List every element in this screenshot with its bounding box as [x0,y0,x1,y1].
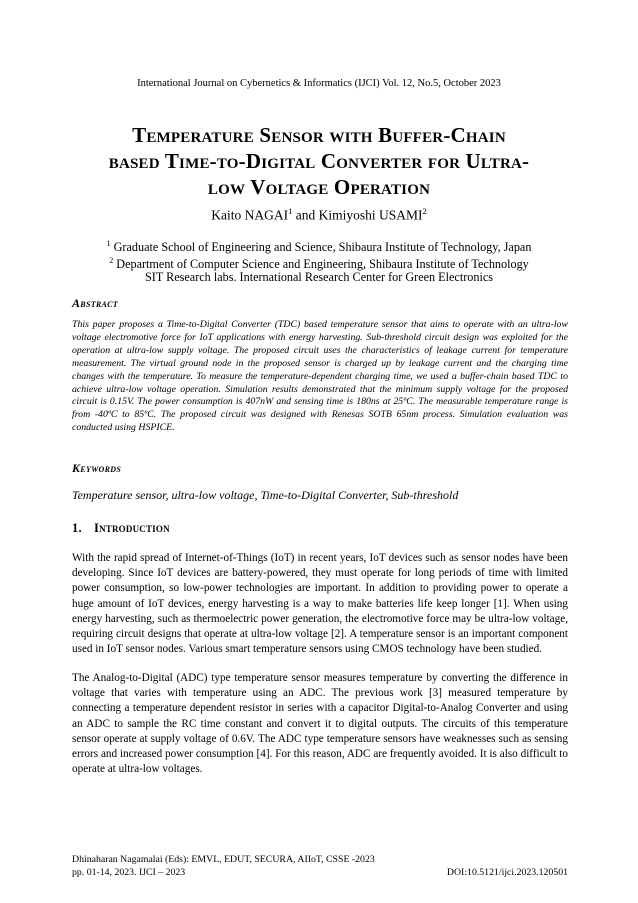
affiliation-text: Department of Computer Science and Engineering, Shibaura Institute of Technology [113,257,529,272]
journal-header: International Journal on Cybernetics & Informatics (IJCI) Vol. 12, No.5, October 2023 [137,78,501,89]
title-line-3: low Voltage Operation [207,175,431,199]
affiliation-mark: 1 [106,239,111,248]
author-name: Kaito NAGAI [211,207,289,223]
author-list [0,206,638,224]
author-affil-mark: 2 [422,206,427,216]
affiliation-3: SIT Research labs. International Research Center for Green Electronics [145,270,493,284]
author-conjunction: and [292,207,319,223]
footer-pages-text: pp. 01-14, 2023. IJCI – 2023 [72,867,186,878]
abstract-heading: Abstract [72,296,118,310]
title-line-1: Temperature Sensor with Buffer-Chain [132,123,506,147]
introduction-heading [72,521,170,536]
author-name: Kimiyoshi USAMI [318,207,423,223]
affiliation-text: Graduate School of Engineering and Science, Shibaura Institute of Technology, Japan [110,240,532,255]
intro-paragraph-1: With the rapid spread of Internet-of-Things (IoT) in recent years, IoT devices such as sensor nodes have been developing. Since IoT devices are battery-powered, they must operate for long periods of time with limited power consumption, so low-power technologies are important. In addition to providing power to operate a huge amount of IoT devices, energy harvesting is a way to make batteries life keep longer [1]. When using energy harvesting, such as thermoelectric power generation, the electromotive force may be ultra-low voltage, requiring circuit designs that operate at ultra-low voltage [2]. A temperature sensor is an important component used in IoT sensor nodes. Various smart temperature sensors using CMOS technology have been studied. [72,552,568,656]
keywords-text: Temperature sensor, ultra-low voltage, Time-to-Digital Converter, Sub-threshold [72,488,459,502]
abstract-text: This paper proposes a Time-to-Digital Converter (TDC) based temperature sensor that aims to operate with an ultra-low voltage electromotive force for IoT applications with energy harvesting. Sub-threshold circuit design was exploited for the operation at ultra-low supply voltage. The proposed circuit uses the characteristics of leakage current for temperature measurement. The virtual ground node in the proposed sensor is charged up by leakage current and the charging time changes with the temperature. To measure the temperature-dependent charging time, we used a buffer-chain based TDC to achieve ultra-low voltage operation. Simulation results demonstrated that the minimum supply voltage for the proposed circuit is 0.15V. The power consumption is 407nW and sensing time is 180ns at 25ºC. The measurable temperature range is from -40ºC to 85ºC. The proposed circuit was designed with Renesas SOTB 65nm process. Simulation evaluation was conducted using HSPICE. [72,319,568,434]
affiliation-mark: 2 [109,256,114,265]
author-affil-mark: 1 [288,206,293,216]
keywords-heading: Keywords [72,461,122,475]
section-number: 1. [72,521,82,535]
section-title: Introduction [94,521,170,535]
intro-paragraph-2: The Analog-to-Digital (ADC) type temperature sensor measures temperature by converting the difference in voltage that varies with temperature using an ADC. The previous work [3] measured temperature by connecting a temperature dependent resistor in series with a capacitor Digital-to-Analog Converter and using an ADC to sample the RC time constant and convert it to digital outputs. The circuits of this temperature sensor operate at supply voltage of 0.6V. The ADC type temperature sensors have weaknesses such as sensing errors and increased power consumption [4]. For this reason, ADC are frequently avoided. It is also difficult to operate at ultra-low voltages. [72,672,568,776]
footer-pages [72,866,568,879]
footer-doi: DOI:10.5121/ijci.2023.120501 [446,867,568,878]
paper-title [60,122,578,200]
footer-editors: Dhinaharan Nagamalai (Eds): EMVL, EDUT, SECURA, AIIoT, CSSE -2023 [72,854,375,865]
title-line-2: based Time-to-Digital Converter for Ultra- [108,149,530,173]
